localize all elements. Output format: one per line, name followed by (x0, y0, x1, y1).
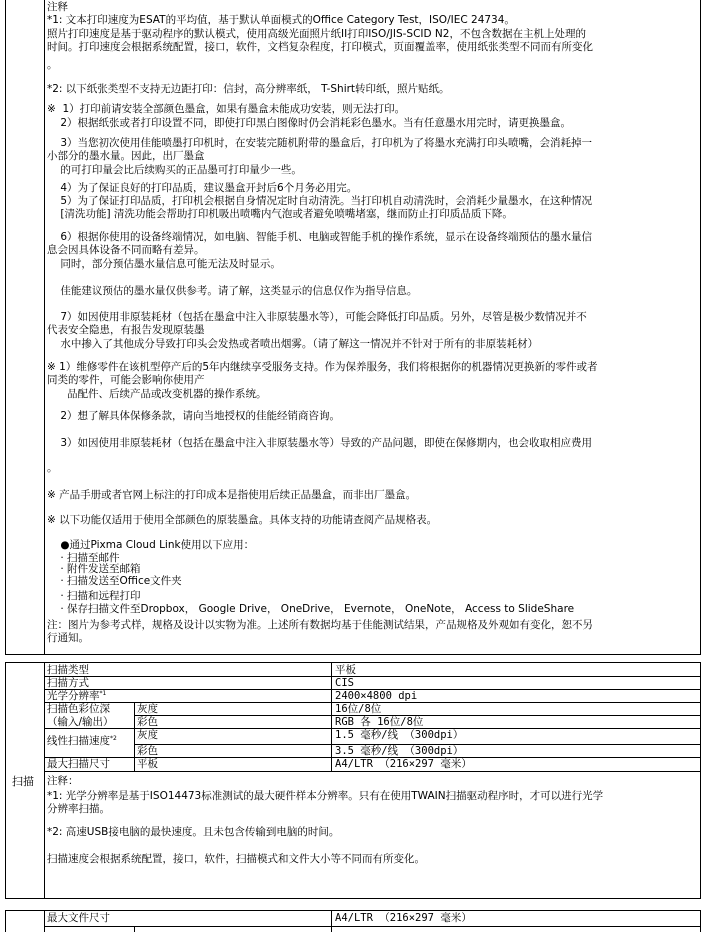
notes-line: 小部分的墨水量。因此，出厂墨盒 (47, 150, 205, 162)
notes-line: 3）当您初次使用佳能喷墨打印机时，在安装完随机附带的墨盒后，打印机为了将墨水充满打印头喷嘴，会消耗掉一 (47, 137, 593, 149)
scan-row-value: A4/LTR （216×297 毫米） (335, 758, 472, 770)
scan-top-border (5, 662, 701, 663)
copy-top-border (5, 910, 701, 911)
copy-row-label: 最大文件尺寸 (47, 912, 110, 924)
copy-row-value: A4/LTR （216×297 毫米） (335, 912, 472, 924)
scan-row-value: 3.5 毫秒/线 （300dpi） (335, 745, 464, 757)
notes-line: 水中掺入了其他成分导致打印头会发热或者喷出烟雾。（请了解这一情况并不针对于所有的非原装耗材） (47, 338, 539, 350)
notes-line: 。 (47, 59, 58, 71)
scan-row-label (47, 690, 106, 702)
scan-note-line: *1: 光学分辨率是基于ISO14473标准测试的最大硬件样本分辨率。只有在使用TWAIN扫描驱动程序时，才可以进行光学 (47, 790, 604, 802)
notes-line: · 保存扫描文件至Dropbox， Google Drive， OneDrive， Evernote， OneNote， Access to SlideShare (47, 603, 575, 615)
scan-row-label (47, 735, 117, 747)
scan-row-sublabel: 彩色 (137, 716, 158, 728)
notes-line: 同时，部分预估墨水量信息可能无法及时显示。 (47, 258, 281, 270)
scan-row-label-text: 光学分辨率 (47, 690, 100, 702)
notes-line: · 附件发送至邮箱 (47, 563, 141, 575)
notes-line: ※ 产品手册或者官网上标注的打印成本是指使用后续正品墨盒，而非出厂墨盒。 (47, 489, 417, 501)
scan-row-label-text: 扫描类型 (47, 664, 89, 676)
notes-line: 息会因具体设备不同而略有差异。 (47, 244, 205, 256)
scan-value-divider (331, 663, 332, 771)
scan-row-value: CIS (335, 677, 354, 689)
scan-sub-divider (134, 702, 135, 771)
notes-line: ※ 1）维修零件在该机型停产后的5年内继续享受服务支持。作为保养服务，我们将根据你的机器情况更换新的零件或者 (47, 361, 598, 373)
notes-line: · 扫描和远程打印 (47, 590, 141, 602)
notes-line: 代表安全隐患，有报告发现原装墨 (47, 324, 205, 336)
scan-note-line: 扫描速度会根据系统配置，接口，软件，扫描模式和文件大小等不同而有所变化。 (47, 853, 425, 865)
scan-row-line (44, 771, 701, 772)
notes-line: ●通过Pixma Cloud Link使用以下应用： (47, 539, 255, 551)
scan-row-label-text: 最大扫描尺寸 (47, 758, 110, 770)
notes-line: 照片打印速度是基于驱动程序的默认模式，使用高级光面照片纸II打印ISO/JIS-SCID N2，不包含数据在主机上处理的 (47, 28, 586, 40)
scan-row-value: 16位/8位 (335, 703, 382, 715)
scan-row-label-footnote: *1 (99, 690, 107, 697)
scan-row-label-text: 线性扫描速度 (47, 735, 110, 747)
notes-line: 行通知。 (47, 632, 89, 644)
scan-row-label-text: 扫描方式 (47, 677, 89, 689)
notes-line: 佳能建议预估的墨水量仅供参考。请了解，这类显示的信息仅作为指导信息。 (47, 285, 418, 297)
scan-row-label-text: （输入/输出） (47, 716, 114, 728)
scan-row-value: 1.5 毫秒/线 （300dpi） (335, 729, 464, 741)
notes-line: *1: 文本打印速度为ESAT的平均值，基于默认单面模式的Office Category Test，ISO/IEC 24734。 (47, 14, 515, 26)
scan-row-label (47, 703, 110, 715)
notes-line: · 扫描发送至Office文件夹 (47, 575, 182, 587)
scan-row-label (47, 716, 114, 728)
notes-line: 2）想了解具体保修条款，请向当地授权的佳能经销商咨询。 (47, 410, 341, 422)
scan-row-line (44, 676, 701, 677)
scan-row-sublabel: 彩色 (137, 745, 158, 757)
scan-row-label (47, 758, 110, 770)
notes-line: 3）如因使用非原装耗材（包括在墨盒中注入非原装墨水等）导致的产品问题，即使在保修期内，也会收取相应费用 (47, 437, 593, 449)
scan-row-label (47, 664, 89, 676)
scan-row-sublabel: 灰度 (137, 729, 158, 741)
notes-line: ※ 以下功能仅适用于使用全部颜色的原装墨盒。具体支持的功能请查阅产品规格表。 (47, 514, 438, 526)
notes-line: 2）根据纸张或者打印设置不同，即使打印黑白图像时仍会消耗彩色墨水。当有任意墨水用完时，请更换墨盒。 (47, 117, 572, 129)
notes-line: [清洗功能] 清洗功能会帮助打印机吸出喷嘴内气泡或者避免喷嘴堵塞，继而防止打印质品质下降。 (47, 208, 513, 220)
notes-left-divider (44, 0, 45, 655)
notes-line: 时间。打印速度会根据系统配置，接口，软件，文档复杂程度，打印模式，页面覆盖率，使用纸张类型不同而有所变化 (47, 41, 593, 53)
notes-line: 注：图片为参考式样，规格及设计以实物为准。上述所有数据均基于佳能测试结果，产品规格及外观如有变化，恕不另 (47, 619, 593, 631)
notes-line: 7）如因使用非原装耗材（包括在墨盒中注入非原装墨水等），可能会降低打印品质。另外，尽管是极少数情况并不 (47, 311, 587, 323)
notes-line: *2: 以下纸张类型不支持无边距打印：信封，高分辨率纸， T-Shirt转印纸，照片贴纸。 (47, 83, 450, 95)
notes-line: 5）为了保证打印品质，打印机会根据自身情况定时自动清洗。当打印机自动清洗时，会消耗少量墨水，在这种情况 (47, 195, 593, 207)
notes-line: 。 (47, 462, 58, 474)
scan-side-label: 扫描 (12, 775, 34, 788)
notes-bottom-border (5, 654, 701, 655)
scan-bottom-border (5, 898, 701, 899)
scan-note-line: *2: 高速USB接电脑的最快速度。且未包含传输到电脑的时间。 (47, 826, 340, 838)
scan-side-divider (44, 662, 45, 899)
scan-row-sublabel: 平板 (137, 758, 158, 770)
scan-row-value: 平板 (335, 664, 356, 676)
copy-side-divider (44, 910, 45, 932)
scan-row-value: RGB 各 16位/8位 (335, 716, 424, 728)
notes-line: 6）根据你使用的设备终端情况，如电脑、智能手机、电脑或智能手机的操作系统，显示在设备终端预估的墨水量信 (47, 231, 593, 243)
scan-row-label-footnote: *2 (110, 735, 117, 742)
notes-line: 同类的零件，可能会影响你使用产 (47, 374, 205, 386)
notes-line: 品配件、后续产品或改变机器的操作系统。 (47, 388, 267, 400)
scan-row-value: 2400×4800 dpi (335, 690, 418, 702)
scan-note-line: 分辨率扫描。 (47, 803, 110, 815)
copy-col-divider (331, 910, 332, 932)
copy-sub-divider (134, 926, 135, 932)
notes-heading: 注释 (47, 1, 68, 13)
scan-row-label (47, 677, 89, 689)
scan-row-label-text: 扫描色彩位深 (47, 703, 110, 715)
notes-line: 的可打印量会比后续购买的正品墨可打印量少一些。 (47, 164, 302, 176)
copy-row-line-1 (44, 926, 701, 927)
scan-row-sublabel: 灰度 (137, 703, 158, 715)
notes-line: 4）为了保证良好的打印品质，建议墨盒开封后6个月务必用完。 (47, 182, 358, 194)
scan-note-line: 注释： (47, 775, 79, 787)
notes-line: ※ 1）打印前请安装全部颜色墨盒，如果有墨盒未能成功安装，则无法打印。 (47, 103, 406, 115)
notes-line: · 扫描至邮件 (47, 552, 120, 564)
